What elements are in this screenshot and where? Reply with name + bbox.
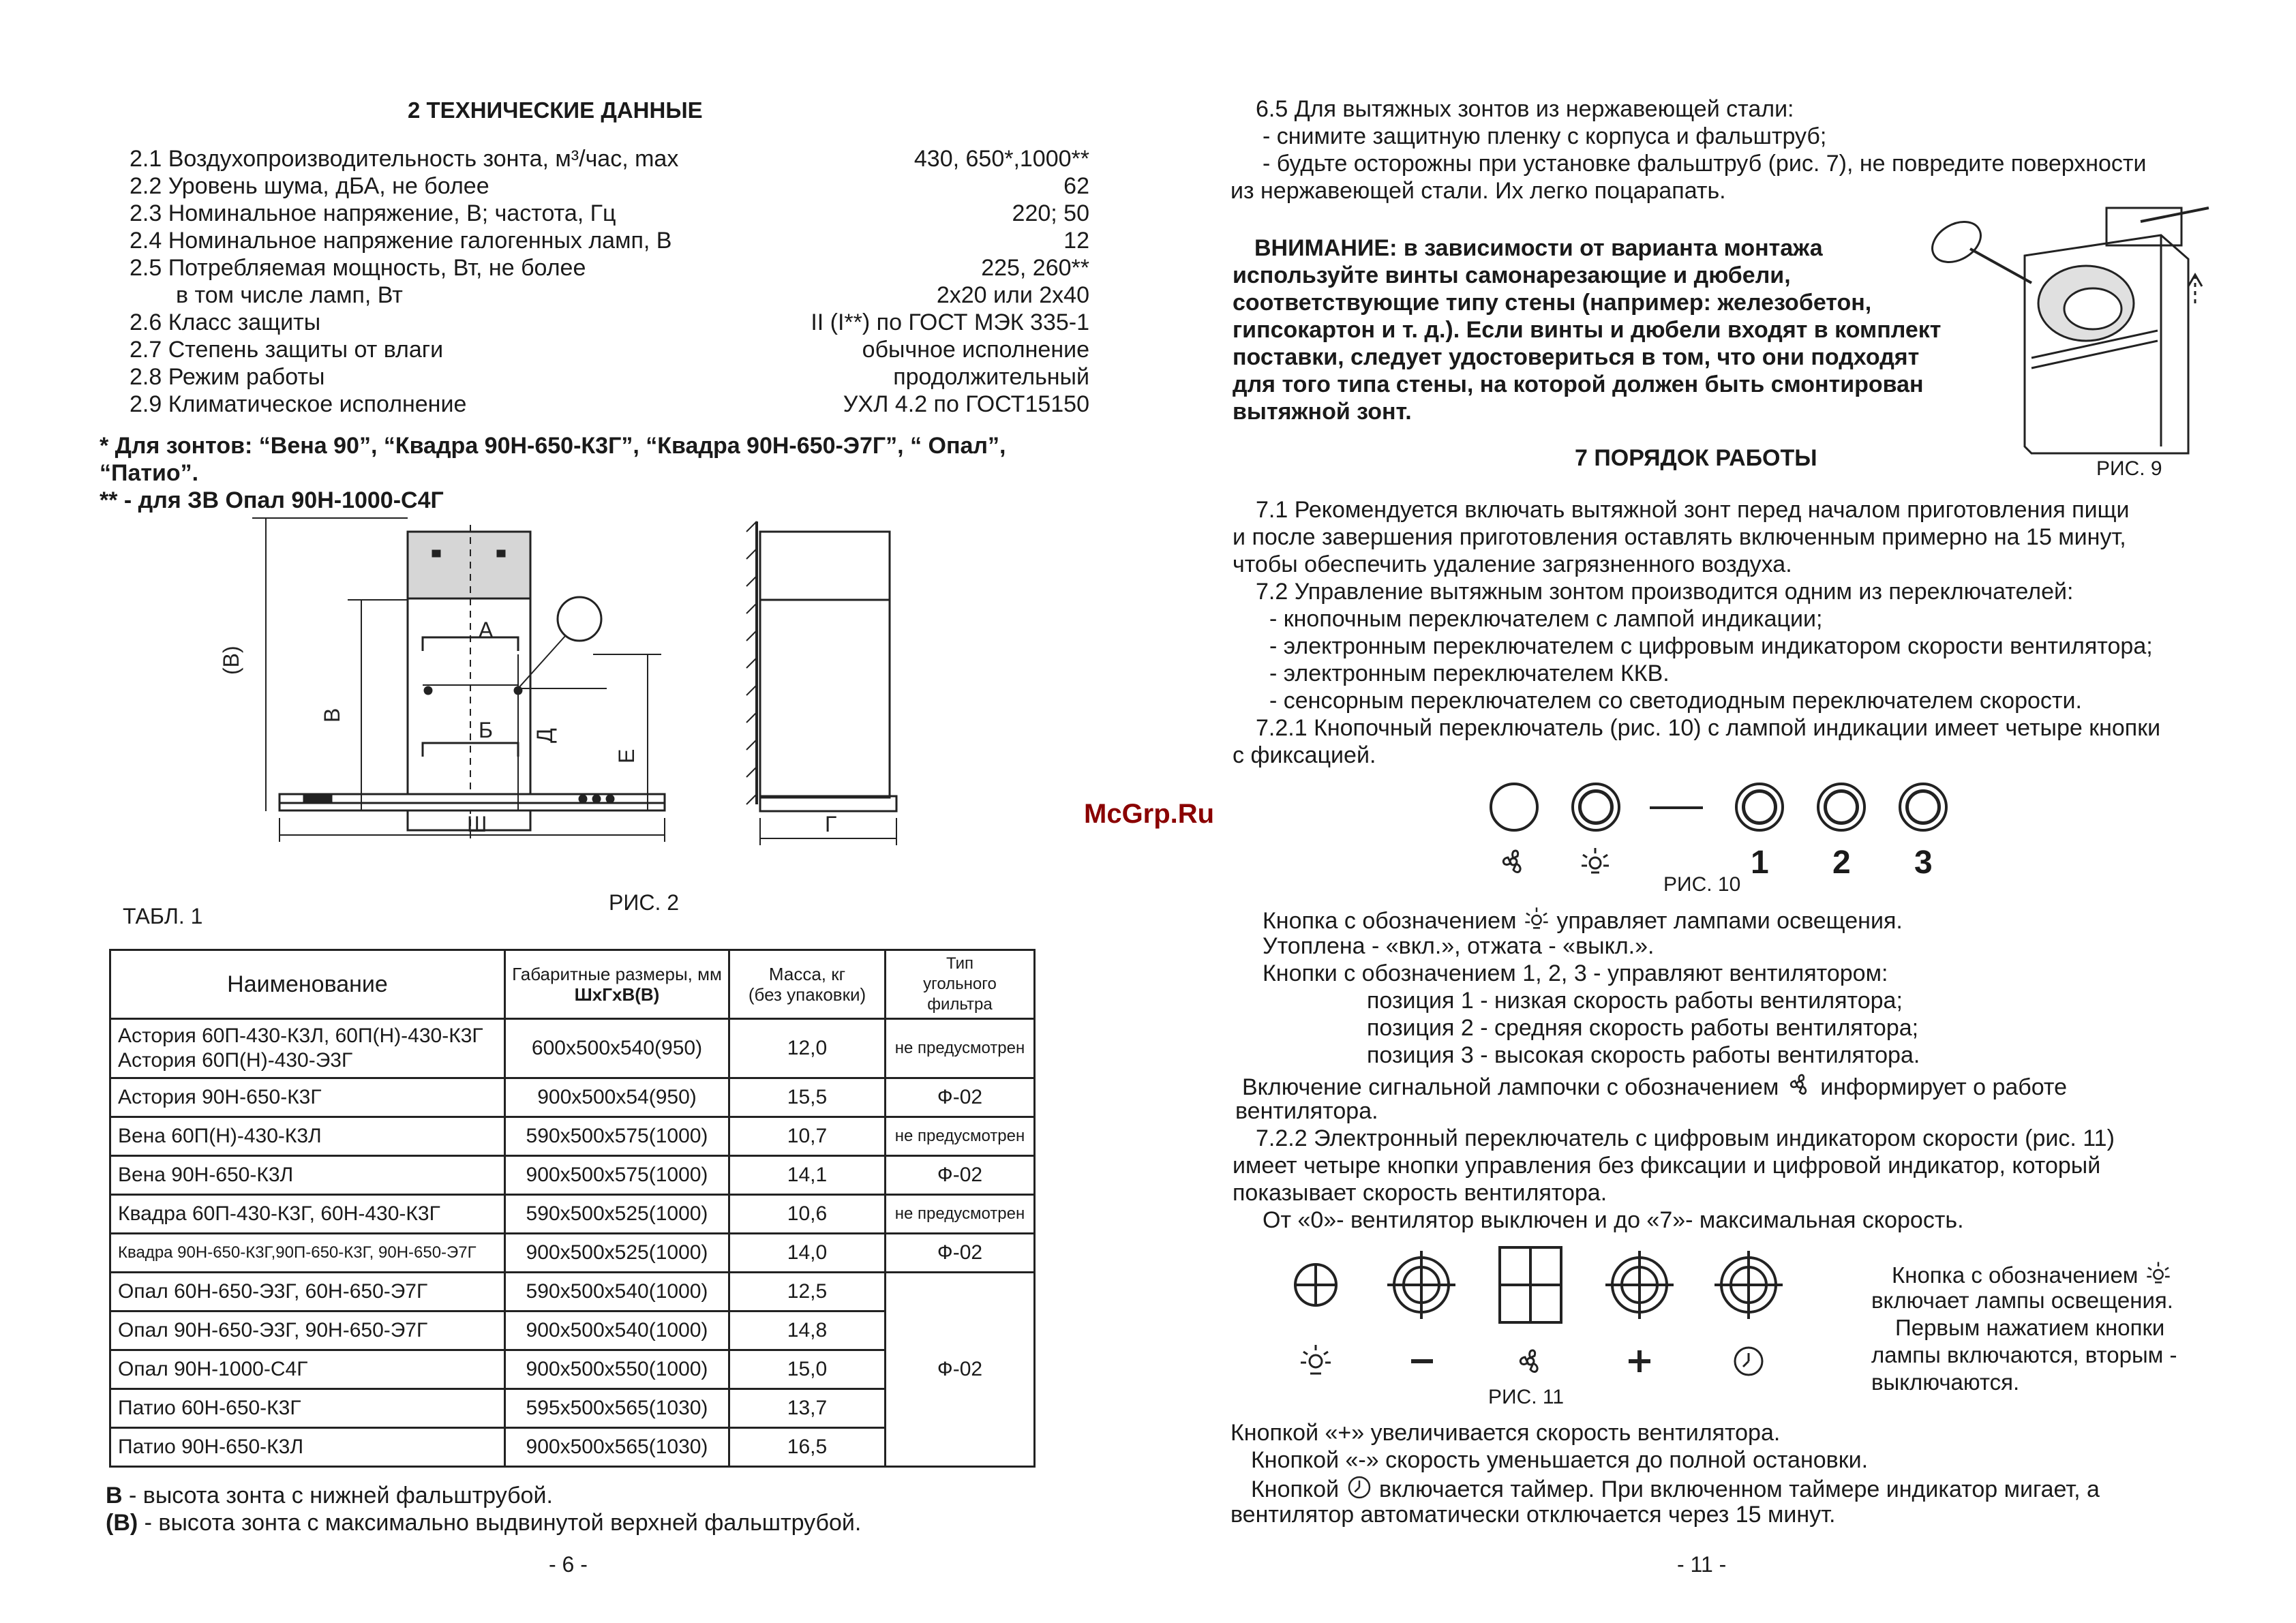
speed-label-2: 2 (1832, 845, 1851, 881)
cell-mass: 14,0 (729, 1234, 886, 1273)
cell-name: Патио 60Н-650-К3Г (110, 1389, 505, 1428)
cell-mass: 16,5 (729, 1428, 886, 1467)
col-header-dims: Габаритные размеры, мм ШхГхВ(В) (505, 950, 729, 1019)
spec-value: 2x20 или 2x40 (936, 282, 1089, 308)
page-number-right: - 11 - (1677, 1552, 1727, 1577)
electronic-switch-line: 7.2.2 Электронный переключатель с цифровым индикатором скорости (рис. 11) (1256, 1125, 2115, 1151)
table-caption: ТАБЛ. 1 (123, 904, 203, 928)
cell-name: Квадра 90Н-650-К3Г,90П-650-К3Г, 90Н-650-Э7Г (110, 1234, 505, 1273)
dim-label-sh: Ш (467, 812, 487, 836)
warning-line: для того типа стены, на которой должен быть смонтирован (1233, 371, 1924, 397)
warning-line: используйте винты самонарезающие и дюбели, (1233, 262, 1791, 288)
operation-line: 7.2.1 Кнопочный переключатель (рис. 10) с лампой индикации имеет четыре кнопки (1256, 715, 2161, 741)
page-number-left: - 6 - (549, 1552, 588, 1577)
dim-label-v-paren: (В) (219, 646, 243, 675)
spec-value: 12 (1063, 228, 1089, 254)
fig11-side-note: Кнопка с обозначением (1892, 1260, 2172, 1289)
signal-lamp-info: Включение сигнальной лампочки с обозначением информирует о работе (1242, 1070, 2067, 1101)
plus-button-symbol (1605, 1251, 1674, 1319)
timer-line: Кнопкой включается таймер. При включенном таймере индикатор мигает, а (1251, 1474, 2100, 1503)
table-row (110, 1234, 1035, 1273)
spec-label: 2.6 Класс защиты (130, 309, 321, 335)
table-row (110, 1078, 1035, 1117)
fig11-side-1: включает лампы освещения. (1871, 1288, 2173, 1313)
minus-line: Кнопкой «-» скорость уменьшается до полной остановки. (1251, 1447, 1869, 1473)
table-row (110, 1156, 1035, 1195)
cell-filter: Ф-02 (886, 1078, 1035, 1117)
cell-mass: 12,0 (729, 1019, 886, 1078)
dim-label-a: А (479, 618, 494, 642)
dim-label-b-small: Б (479, 718, 493, 742)
operation-line: 7.1 Рекомендуется включать вытяжной зонт перед началом приготовления пищи (1256, 497, 2130, 523)
cell-name: Вена 90Н-650-К3Л (110, 1156, 505, 1195)
timer-icon-inline (1346, 1474, 1373, 1501)
cell-dims: 900х500х540(1000) (505, 1311, 729, 1350)
plus-icon (1629, 1350, 1650, 1372)
warning-line: гипсокартон и т. д.). Если винты и дюбели входят в комплект (1233, 317, 1942, 343)
electronic-switch-line: От «0»- вентилятор выключен и до «7»- максимальная скорость. (1263, 1207, 1964, 1233)
fig11-side-2: Первым нажатием кнопки (1895, 1315, 2165, 1340)
cell-filter: Ф-02 (886, 1156, 1035, 1195)
cell-name: Патио 90Н-650-К3Л (110, 1428, 505, 1467)
dim-label-d: Д (532, 728, 557, 743)
timer-icon (1735, 1348, 1762, 1375)
spec-row (130, 228, 1089, 255)
timer-line-cont: вентилятор автоматически отключается через 15 минут. (1230, 1502, 1836, 1528)
spec-label: 2.9 Климатическое исполнение (130, 391, 467, 417)
button-speed-1[interactable] (1735, 783, 1784, 832)
note-b: В - высота зонта с нижней фальштрубой. (106, 1483, 553, 1508)
fan-icon (1497, 845, 1530, 878)
fig11-side-4: выключаются. (1871, 1369, 2020, 1395)
cell-filter: не предусмотрен (886, 1195, 1035, 1234)
speed-display-symbol (1500, 1247, 1561, 1322)
cell-dims: 900х500х550(1000) (505, 1350, 729, 1389)
cell-filter: не предусмотрен (886, 1117, 1035, 1156)
spec-value: обычное исполнение (862, 337, 1089, 363)
operation-line: - кнопочным переключателем с лампой индикации; (1269, 606, 1823, 632)
cell-name: Опал 90Н-650-Э3Г, 90Н-650-Э7Г (110, 1311, 505, 1350)
p65-line1: 6.5 Для вытяжных зонтов из нержавеющей стали: (1256, 96, 1794, 122)
cell-dims: 900х500х575(1000) (505, 1156, 729, 1195)
separator-dash (1650, 806, 1703, 809)
cell-filter: Ф-02 (886, 1234, 1035, 1273)
speed-label-3: 3 (1914, 845, 1933, 881)
spec-row (130, 364, 1089, 391)
lamp-state: Утоплена - «вкл.», отжата - «выкл.». (1263, 933, 1655, 959)
spec-row (130, 337, 1089, 364)
spec-label: 2.7 Степень защиты от влаги (130, 337, 444, 363)
spec-label: 2.1 Воздухопроизводительность зонта, м³/час, max (130, 146, 679, 172)
watermark: McGrp.Ru (1084, 799, 1215, 829)
cell-filter: не предусмотрен (886, 1019, 1035, 1078)
fig9-caption: РИС. 9 (2096, 457, 2162, 480)
speed-label-1: 1 (1751, 845, 1769, 881)
footnote-asterisk-cont: “Патио”. (100, 460, 199, 486)
spec-label: 2.3 Номинальное напряжение, В; частота, Гц (130, 200, 616, 226)
spec-row (130, 309, 1089, 337)
spec-value: 220; 50 (1012, 200, 1089, 226)
cell-filter-merged: Ф-02 (886, 1273, 1035, 1467)
lamp-icon-side (2145, 1260, 2172, 1287)
fan-buttons-info: Кнопки с обозначением 1, 2, 3 - управляют вентилятором: (1263, 960, 1888, 986)
spec-row (130, 146, 1089, 173)
cell-mass: 12,5 (729, 1273, 886, 1311)
spec-value: УХЛ 4.2 по ГОСТ15150 (843, 391, 1089, 417)
position-3: позиция 3 - высокая скорость работы вентилятора. (1367, 1042, 1920, 1068)
p65-line3: - будьте осторожны при установке фальштруб (рис. 7), не повредите поверхности (1263, 151, 2147, 177)
spec-row (130, 200, 1089, 228)
spec-label: 2.2 Уровень шума, дБА, не более (130, 173, 489, 199)
dim-label-g: Г (825, 812, 837, 836)
operation-line: и после завершения приготовления оставлять включенным примерно на 15 минут, (1233, 524, 2126, 550)
spec-value: продолжительный (893, 364, 1089, 390)
spec-row (130, 255, 1089, 282)
cell-dims: 600х500х540(950) (505, 1019, 729, 1078)
operation-line: - сенсорным переключателем со светодиодным переключателем скорости. (1269, 688, 2082, 714)
cell-mass: 13,7 (729, 1389, 886, 1428)
cell-dims: 590х500х575(1000) (505, 1117, 729, 1156)
cell-dims: 590х500х525(1000) (505, 1195, 729, 1234)
electronic-switch-line: имеет четыре кнопки управления без фиксации и цифровой индикатор, который (1233, 1153, 2101, 1179)
spec-value: 62 (1063, 173, 1089, 199)
hood-dimension-drawing (219, 518, 995, 873)
cell-dims: 900х500х525(1000) (505, 1234, 729, 1273)
fan-icon-fig11 (1520, 1350, 1537, 1371)
spec-value: II (I**) по ГОСТ МЭК 335-1 (811, 309, 1089, 335)
cell-mass: 14,1 (729, 1156, 886, 1195)
fan-icon-inline (1785, 1070, 1814, 1099)
electronic-switch-line: показывает скорость вентилятора. (1233, 1180, 1607, 1206)
p65-line4: из нержавеющей стали. Их легко поцарапать. (1230, 178, 1726, 204)
cell-name: Опал 90Н-1000-С4Г (110, 1350, 505, 1389)
cell-name: Астория 90Н-650-К3Г (110, 1078, 505, 1117)
spec-row (130, 391, 1089, 419)
minus-button-symbol (1387, 1251, 1455, 1319)
spec-label: в том числе ламп, Вт (176, 282, 403, 308)
operation-line: - электронным переключателем ККВ. (1269, 661, 1670, 686)
lamp-explanation: Кнопка с обозначением управляет лампами освещения. (1263, 905, 1903, 935)
position-2: позиция 2 - средняя скорость работы вентилятора; (1367, 1015, 1919, 1041)
cell-mass: 10,7 (729, 1117, 886, 1156)
note-b-paren: (В) - высота зонта с максимально выдвинутой верхней фальштрубой. (106, 1510, 862, 1536)
dim-label-e: Е (614, 748, 639, 763)
col-header-mass: Масса, кг (без упаковки) (729, 950, 886, 1019)
section-title-technical: 2 ТЕХНИЧЕСКИЕ ДАННЫЕ (408, 97, 703, 123)
spec-value: 430, 650*,1000** (913, 146, 1089, 172)
spec-row (176, 282, 1089, 309)
cell-mass: 15,5 (729, 1078, 886, 1117)
cell-dims: 590х500х540(1000) (505, 1273, 729, 1311)
cell-dims: 900х500х565(1030) (505, 1428, 729, 1467)
spec-row (130, 173, 1089, 200)
wall-mount-screw-drawing (1909, 194, 2216, 460)
lamp-icon-inline (1523, 905, 1550, 932)
spec-value: 225, 260** (981, 255, 1089, 281)
table-row (110, 1273, 1035, 1311)
cell-mass: 15,0 (729, 1350, 886, 1389)
button-light[interactable] (1571, 783, 1620, 832)
cell-name: Вена 60П(Н)-430-К3Л (110, 1117, 505, 1156)
cell-name: Опал 60Н-650-Э3Г, 60Н-650-Э7Г (110, 1273, 505, 1311)
spec-label: 2.8 Режим работы (130, 364, 325, 390)
cell-dims: 900х500х54(950) (505, 1078, 729, 1117)
warning-line: поставки, следует удостовериться в том, что они подходят (1233, 344, 1920, 370)
operation-line: - электронным переключателем с цифровым индикатором скорости вентилятора; (1269, 633, 2153, 659)
electronic-panel-drawing (1282, 1244, 1813, 1394)
button-speed-3[interactable] (1899, 783, 1948, 832)
fig10-caption: РИС. 10 (1663, 873, 1741, 896)
operation-line: 7.2 Управление вытяжным зонтом производится одним из переключателей: (1256, 579, 2074, 605)
table-row (110, 1019, 1035, 1078)
dim-label-v: В (320, 708, 344, 723)
warning-line: ВНИМАНИЕ: в зависимости от варианта монтажа (1254, 235, 1823, 261)
cell-dims: 595х500х565(1030) (505, 1389, 729, 1428)
position-1: позиция 1 - низкая скорость работы вентилятора; (1367, 988, 1903, 1014)
warning-line: вытяжной зонт. (1233, 399, 1412, 425)
lamp-icon-fig11 (1301, 1345, 1331, 1374)
p65-line2: - снимите защитную пленку с корпуса и фальштруб; (1263, 123, 1827, 149)
operation-line: чтобы обеспечить удаление загрязненного воздуха. (1233, 551, 1792, 577)
cell-mass: 14,8 (729, 1311, 886, 1350)
plus-line: Кнопкой «+» увеличивается скорость вентилятора. (1230, 1420, 1781, 1446)
footnote-double-asterisk: ** - для ЗВ Опал 90Н-1000-С4Г (100, 487, 444, 513)
fig11-caption: РИС. 11 (1488, 1386, 1565, 1408)
cell-name: Астория 60П-430-К3Л, 60П(Н)-430-К3Г Астория 60П(Н)-430-Э3Г (110, 1019, 505, 1078)
cell-mass: 10,6 (729, 1195, 886, 1234)
button-speed-2[interactable] (1817, 783, 1866, 832)
operation-line: с фиксацией. (1233, 742, 1376, 768)
footnote-asterisk: * Для зонтов: “Вена 90”, “Квадра 90Н-650-К3Г”, “Квадра 90Н-650-Э7Г”, “ Опал”, (100, 433, 1006, 459)
spec-label: 2.4 Номинальное напряжение галогенных ламп, В (130, 228, 672, 254)
signal-lamp-info-cont: вентилятора. (1235, 1098, 1378, 1124)
warning-line: соответствующие типу стены (например: железобетон, (1233, 290, 1872, 316)
cell-name: Квадра 60П-430-К3Г, 60Н-430-К3Г (110, 1195, 505, 1234)
table-row (110, 1117, 1035, 1156)
product-table (109, 949, 1036, 1468)
col-header-filter: Тип угольного фильтра (886, 950, 1035, 1019)
spec-label: 2.5 Потребляемая мощность, Вт, не более (130, 255, 586, 281)
timer-button-symbol (1715, 1251, 1783, 1319)
fig2-caption: РИС. 2 (609, 890, 680, 915)
section-title-operation: 7 ПОРЯДОК РАБОТЫ (1575, 445, 1817, 471)
light-button-symbol (1295, 1264, 1336, 1305)
col-header-name: Наименование (110, 950, 505, 1019)
table-row (110, 1195, 1035, 1234)
button-light-plain[interactable] (1490, 783, 1539, 832)
fig11-side-3: лампы включаются, вторым - (1871, 1342, 2177, 1367)
lamp-icon (1579, 845, 1612, 878)
